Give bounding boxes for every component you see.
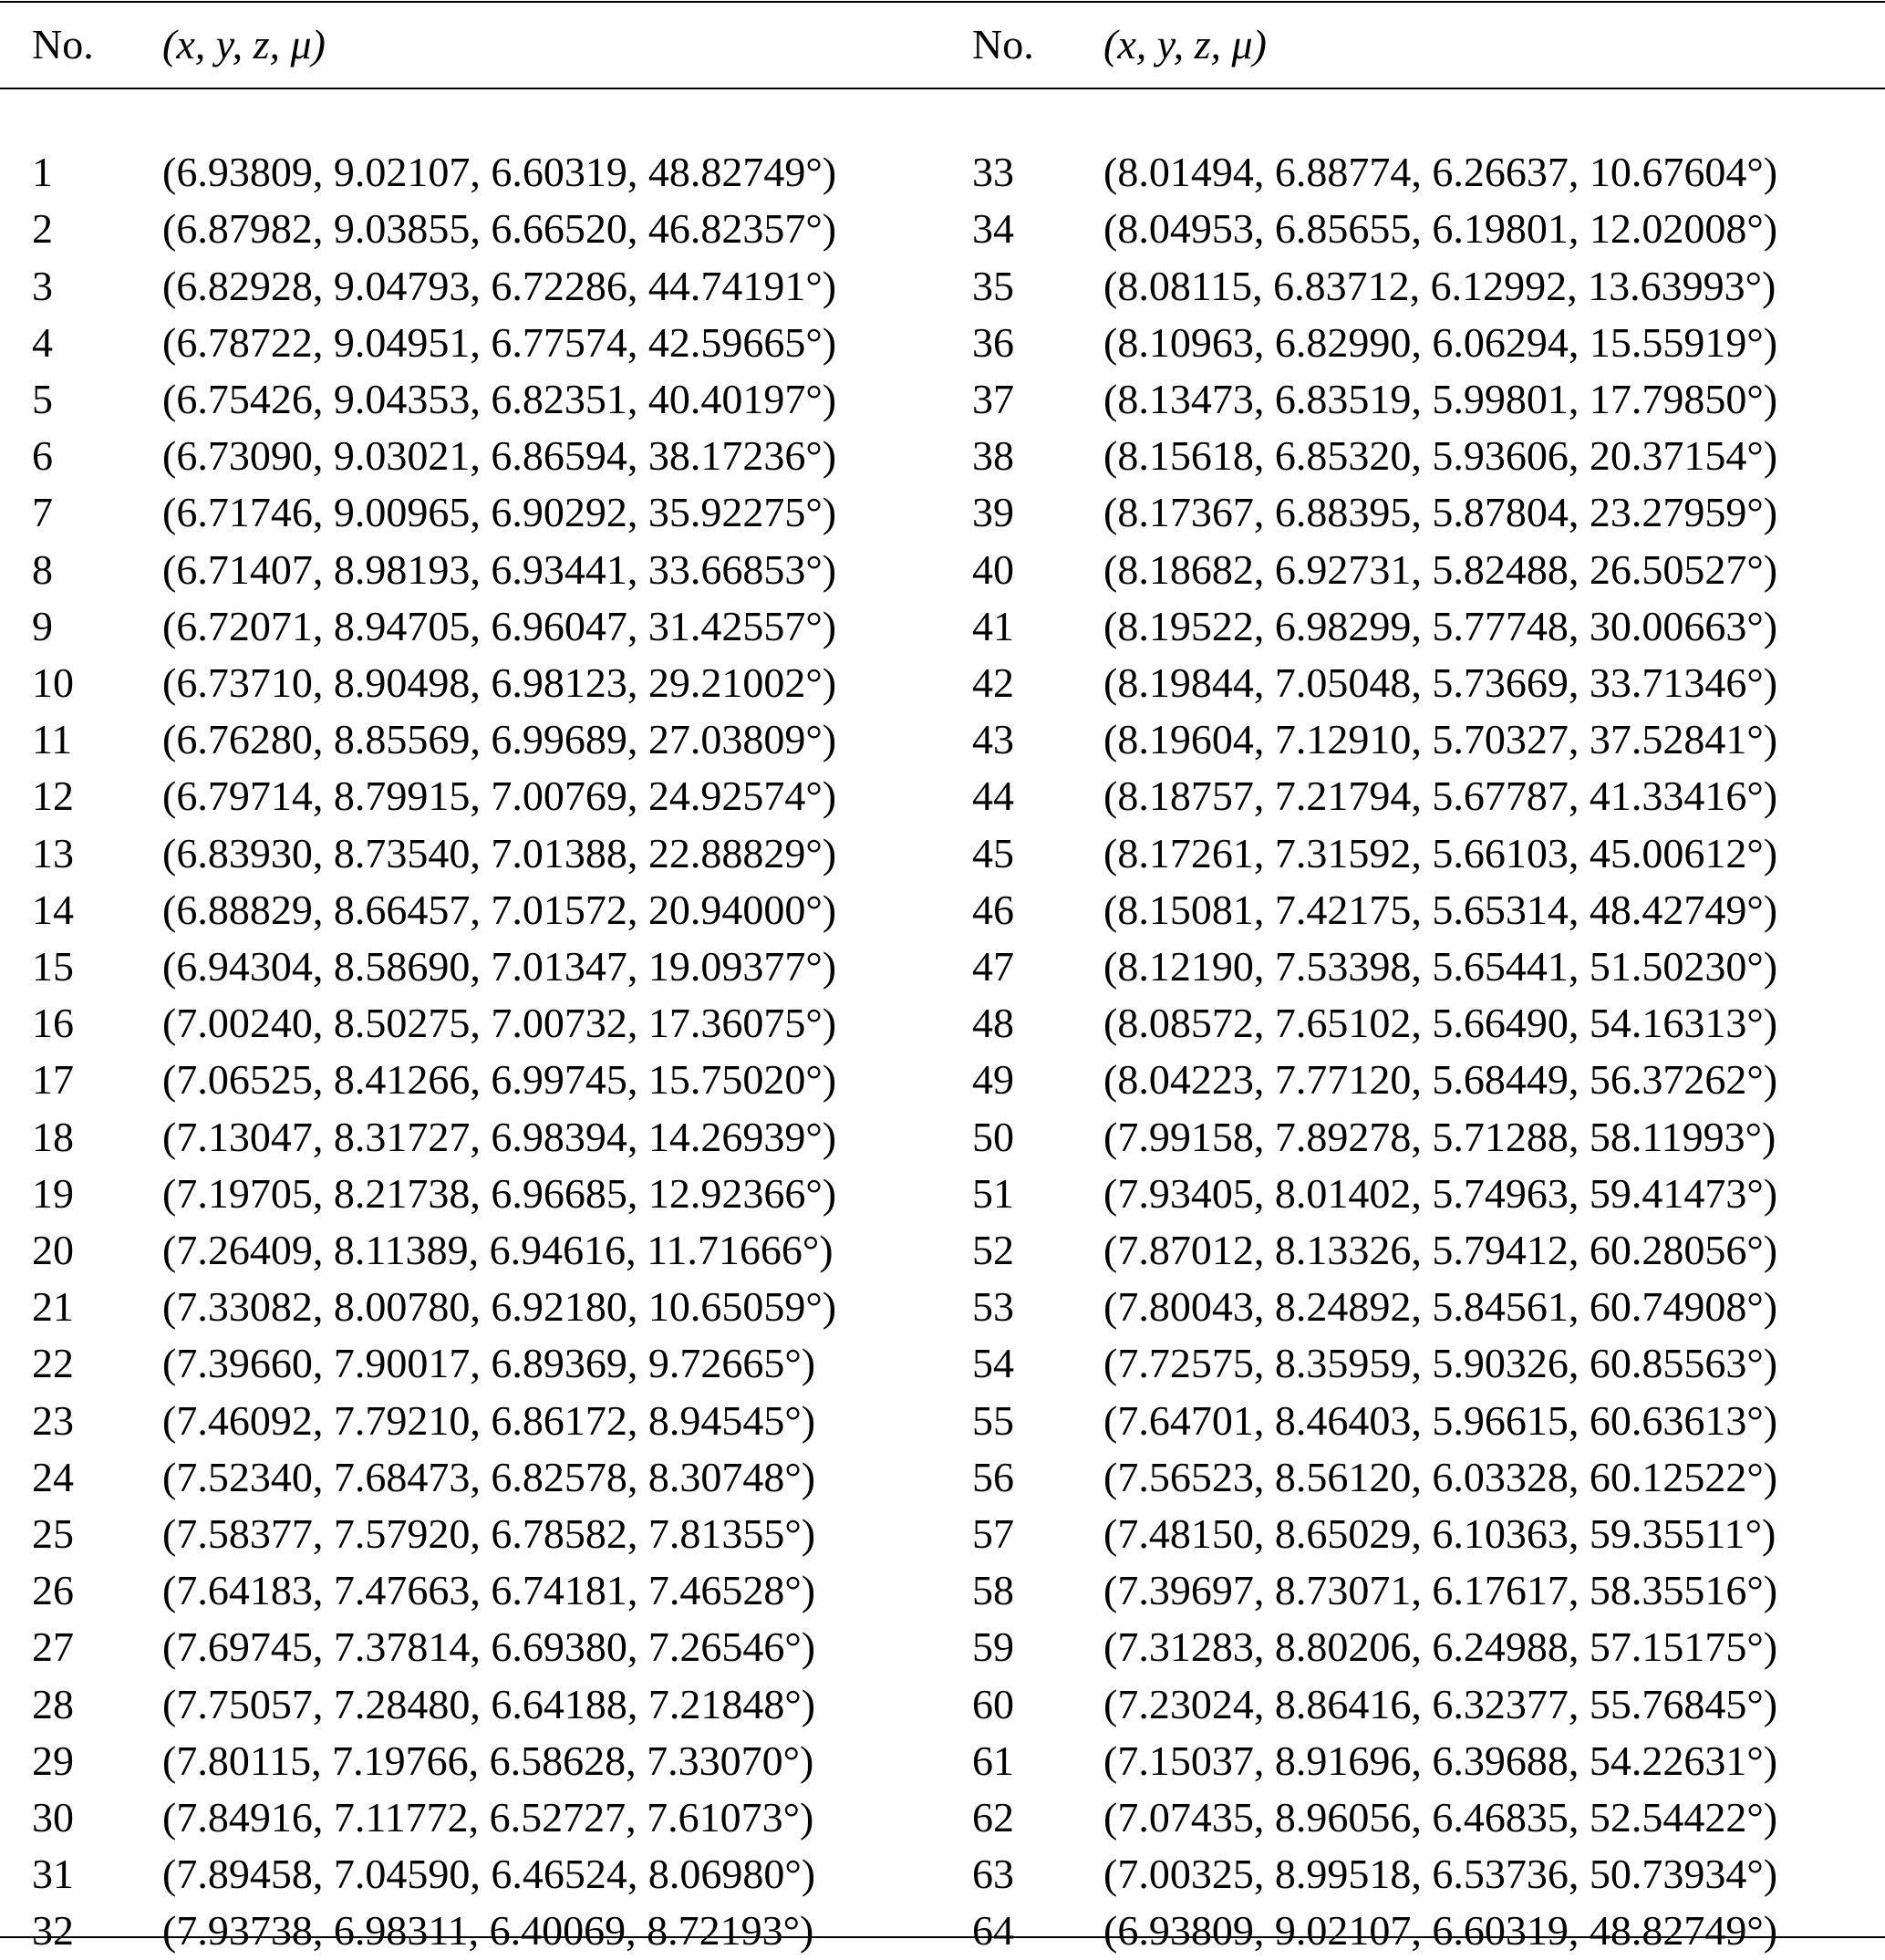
row-no-left: 4 [32,318,53,366]
row-value-right: (7.15037, 8.91696, 6.39688, 54.22631°) [1103,1737,1778,1784]
table-row [0,1279,1885,1335]
table-row [0,825,1885,882]
row-no-left: 28 [32,1680,74,1727]
header-row [0,0,1885,88]
row-no-right: 44 [972,773,1014,820]
row-value-left: (7.75057, 7.28480, 6.64188, 7.21848°) [162,1680,816,1727]
row-value-left: (6.75426, 9.04353, 6.82351, 40.40197°) [162,376,837,422]
row-value-right: (7.93405, 8.01402, 5.74963, 59.41473°) [1103,1169,1778,1217]
row-value-left: (7.13047, 8.31727, 6.98394, 14.26939°) [162,1113,837,1160]
row-value-right: (7.56523, 8.56120, 6.03328, 60.12522°) [1103,1453,1778,1500]
header-vars-left [162,0,972,88]
table-row [0,201,1885,257]
row-no-right: 41 [972,602,1014,649]
table-row [0,1052,1885,1108]
row-value-right: (7.64701, 8.46403, 5.96615, 60.63613°) [1103,1396,1778,1444]
table-row [0,1619,1885,1675]
row-no-right: 47 [972,943,1014,990]
row-no-left: 9 [32,602,53,649]
spacer-row [0,88,1885,144]
row-no-right: 38 [972,432,1014,480]
row-no-left: 32 [32,1907,74,1955]
row-no-left: 7 [32,489,53,536]
row-value-left: (6.88829, 8.66457, 7.01572, 20.94000°) [162,886,837,933]
row-value-left: (7.69745, 7.37814, 6.69380, 7.26546°) [162,1623,816,1671]
row-value-left: (6.94304, 8.58690, 7.01347, 19.09377°) [162,943,837,990]
row-value-left: (7.06525, 8.41266, 6.99745, 15.75020°) [162,1056,837,1104]
row-no-left: 30 [32,1794,74,1841]
row-value-right: (7.23024, 8.86416, 6.32377, 55.76845°) [1103,1680,1778,1727]
table-row [0,598,1885,655]
row-value-left: (7.39660, 7.90017, 6.89369, 9.72665°) [162,1340,816,1387]
row-value-left: (7.84916, 7.11772, 6.52727, 7.61073°) [162,1794,814,1841]
table-row [0,1506,1885,1562]
row-value-right: (8.15081, 7.42175, 5.65314, 48.42749°) [1103,886,1778,933]
row-no-left: 6 [32,432,53,480]
row-no-left: 3 [32,262,53,309]
table-row [0,1109,1885,1166]
row-value-left: (6.76280, 8.85569, 6.99689, 27.03809°) [162,716,837,763]
row-value-right: (8.10963, 6.82990, 6.06294, 15.55919°) [1103,318,1778,366]
row-no-left: 5 [32,376,53,422]
row-no-left: 17 [32,1056,74,1104]
row-no-left: 1 [32,149,53,196]
row-no-right: 39 [972,489,1014,536]
row-no-right: 61 [972,1737,1014,1784]
row-no-right: 58 [972,1567,1014,1614]
row-no-left: 11 [32,716,73,763]
row-value-right: (8.04223, 7.77120, 5.68449, 56.37262°) [1103,1056,1778,1104]
row-value-right: (7.00325, 8.99518, 6.53736, 50.73934°) [1103,1851,1778,1898]
row-value-left: (7.52340, 7.68473, 6.82578, 8.30748°) [162,1453,816,1500]
table-row [0,542,1885,598]
row-no-right: 43 [972,716,1014,763]
table-row [0,1562,1885,1619]
row-no-right: 48 [972,1000,1014,1047]
table-row [0,144,1885,201]
row-value-right: (8.19844, 7.05048, 5.73669, 33.71346°) [1103,659,1778,707]
row-value-left: (6.93809, 9.02107, 6.60319, 48.82749°) [162,149,837,196]
table-row [0,428,1885,484]
row-no-right: 62 [972,1794,1014,1841]
row-no-left: 24 [32,1453,74,1500]
row-no-right: 37 [972,376,1014,422]
row-value-left: (7.26409, 8.11389, 6.94616, 11.71666°) [162,1227,834,1274]
table-row [0,315,1885,371]
row-value-left: (6.71407, 8.98193, 6.93441, 33.66853°) [162,545,837,593]
row-no-right: 49 [972,1056,1014,1104]
row-no-right: 51 [972,1169,1014,1217]
row-no-left: 8 [32,545,53,593]
table-row [0,1393,1885,1449]
table-row [0,939,1885,995]
row-no-left: 2 [32,205,53,253]
row-no-left: 22 [32,1340,74,1387]
row-value-right: (8.08572, 7.65102, 5.66490, 54.16313°) [1103,1000,1778,1047]
header-vars-left-text: (x, y, z, μ) [162,20,326,67]
row-value-right: (7.39697, 8.73071, 6.17617, 58.35516°) [1103,1567,1778,1614]
row-no-right: 54 [972,1340,1014,1387]
row-value-right: (8.19604, 7.12910, 5.70327, 37.52841°) [1103,716,1778,763]
row-value-left: (6.82928, 9.04793, 6.72286, 44.74191°) [162,262,837,309]
table-row [0,484,1885,541]
row-no-left: 25 [32,1510,74,1558]
row-no-left: 21 [32,1283,74,1331]
row-value-left: (7.58377, 7.57920, 6.78582, 7.81355°) [162,1510,816,1558]
row-value-left: (6.72071, 8.94705, 6.96047, 31.42557°) [162,602,837,649]
row-value-right: (8.15618, 6.85320, 5.93606, 20.37154°) [1103,432,1778,480]
table-row [0,1449,1885,1506]
row-no-left: 16 [32,1000,74,1047]
row-no-right: 50 [972,1113,1014,1160]
table-row [0,711,1885,768]
row-no-left: 10 [32,659,74,707]
table-row [0,1733,1885,1789]
row-value-right: (6.93809, 9.02107, 6.60319, 48.82749°) [1103,1907,1778,1955]
row-value-right: (8.18757, 7.21794, 5.67787, 41.33416°) [1103,773,1778,820]
row-no-right: 34 [972,205,1014,253]
row-no-left: 29 [32,1737,74,1784]
row-no-left: 27 [32,1623,74,1671]
row-no-right: 60 [972,1680,1014,1727]
row-value-right: (8.19522, 6.98299, 5.77748, 30.00663°) [1103,602,1778,649]
row-no-right: 45 [972,829,1014,876]
row-no-left: 18 [32,1113,74,1160]
table-row [0,371,1885,428]
header-no-right: No. [972,20,1034,67]
row-value-left: (7.19705, 8.21738, 6.96685, 12.92366°) [162,1169,837,1217]
row-no-right: 64 [972,1907,1014,1955]
row-value-right: (7.80043, 8.24892, 5.84561, 60.74908°) [1103,1283,1778,1331]
table-row [0,1789,1885,1846]
row-value-left: (6.73090, 9.03021, 6.86594, 38.17236°) [162,432,837,480]
row-value-left: (6.83930, 8.73540, 7.01388, 22.88829°) [162,829,837,876]
row-value-left: (7.93738, 6.98311, 6.40069, 8.72193°) [162,1907,814,1955]
row-value-left: (7.89458, 7.04590, 6.46524, 8.06980°) [162,1851,816,1898]
row-no-right: 53 [972,1283,1014,1331]
row-value-right: (8.17367, 6.88395, 5.87804, 23.27959°) [1103,489,1778,536]
row-no-left: 12 [32,773,74,820]
row-no-right: 59 [972,1623,1014,1671]
row-no-right: 63 [972,1851,1014,1898]
row-value-right: (7.31283, 8.80206, 6.24988, 57.15175°) [1103,1623,1778,1671]
row-value-left: (6.73710, 8.90498, 6.98123, 29.21002°) [162,659,837,707]
row-value-left: (7.00240, 8.50275, 7.00732, 17.36075°) [162,1000,837,1047]
row-value-right: (8.01494, 6.88774, 6.26637, 10.67604°) [1103,149,1778,196]
table-row [0,1903,1885,1959]
table-row [0,882,1885,939]
table-body [0,88,1885,1960]
row-value-right: (7.72575, 8.35959, 5.90326, 60.85563°) [1103,1340,1778,1387]
table-row [0,1846,1885,1903]
row-no-right: 57 [972,1510,1014,1558]
table-header [0,0,1885,88]
row-value-right: (7.07435, 8.96056, 6.46835, 52.54422°) [1103,1794,1778,1841]
row-no-right: 55 [972,1396,1014,1444]
table-row [0,258,1885,315]
row-no-left: 23 [32,1396,74,1444]
row-no-right: 46 [972,886,1014,933]
row-value-left: (6.71746, 9.00965, 6.90292, 35.92275°) [162,489,837,536]
row-value-left: (6.78722, 9.04951, 6.77574, 42.59665°) [162,318,837,366]
row-no-left: 19 [32,1169,74,1217]
row-no-right: 52 [972,1227,1014,1274]
row-value-left: (7.64183, 7.47663, 6.74181, 7.46528°) [162,1567,816,1614]
row-value-right: (8.13473, 6.83519, 5.99801, 17.79850°) [1103,376,1778,422]
row-value-left: (7.80115, 7.19766, 6.58628, 7.33070°) [162,1737,814,1784]
table-row [0,1166,1885,1222]
header-vars-right [1103,0,1885,88]
row-value-left: (6.79714, 8.79915, 7.00769, 24.92574°) [162,773,837,820]
row-value-left: (7.33082, 8.00780, 6.92180, 10.65059°) [162,1283,837,1331]
row-no-right: 40 [972,545,1014,593]
table-row [0,655,1885,711]
row-value-left: (6.87982, 9.03855, 6.66520, 46.82357°) [162,205,837,253]
row-no-left: 13 [32,829,74,876]
table-row [0,768,1885,824]
row-no-right: 33 [972,149,1014,196]
row-no-right: 35 [972,262,1014,309]
table-row [0,995,1885,1052]
row-value-right: (7.87012, 8.13326, 5.79412, 60.28056°) [1103,1227,1778,1274]
table-row [0,1676,1885,1733]
row-value-right: (8.18682, 6.92731, 5.82488, 26.50527°) [1103,545,1778,593]
row-value-right: (7.99158, 7.89278, 5.71288, 58.11993°) [1103,1113,1776,1160]
row-no-left: 15 [32,943,74,990]
table-row [0,1335,1885,1392]
row-no-left: 26 [32,1567,74,1614]
row-value-left: (7.46092, 7.79210, 6.86172, 8.94545°) [162,1396,816,1444]
row-value-right: (8.08115, 6.83712, 6.12992, 13.63993°) [1103,262,1776,309]
row-value-right: (7.48150, 8.65029, 6.10363, 59.35511°) [1103,1510,1776,1558]
row-no-left: 20 [32,1227,74,1274]
row-no-right: 36 [972,318,1014,366]
row-no-right: 42 [972,659,1014,707]
row-value-right: (8.04953, 6.85655, 6.19801, 12.02008°) [1103,205,1778,253]
header-no-left: No. [32,20,94,67]
row-value-right: (8.12190, 7.53398, 5.65441, 51.50230°) [1103,943,1778,990]
header-vars-right-text: (x, y, z, μ) [1103,20,1267,67]
row-no-left: 14 [32,886,74,933]
table-row [0,1222,1885,1279]
row-no-right: 56 [972,1453,1014,1500]
row-value-right: (8.17261, 7.31592, 5.66103, 45.00612°) [1103,829,1778,876]
row-no-left: 31 [32,1851,74,1898]
